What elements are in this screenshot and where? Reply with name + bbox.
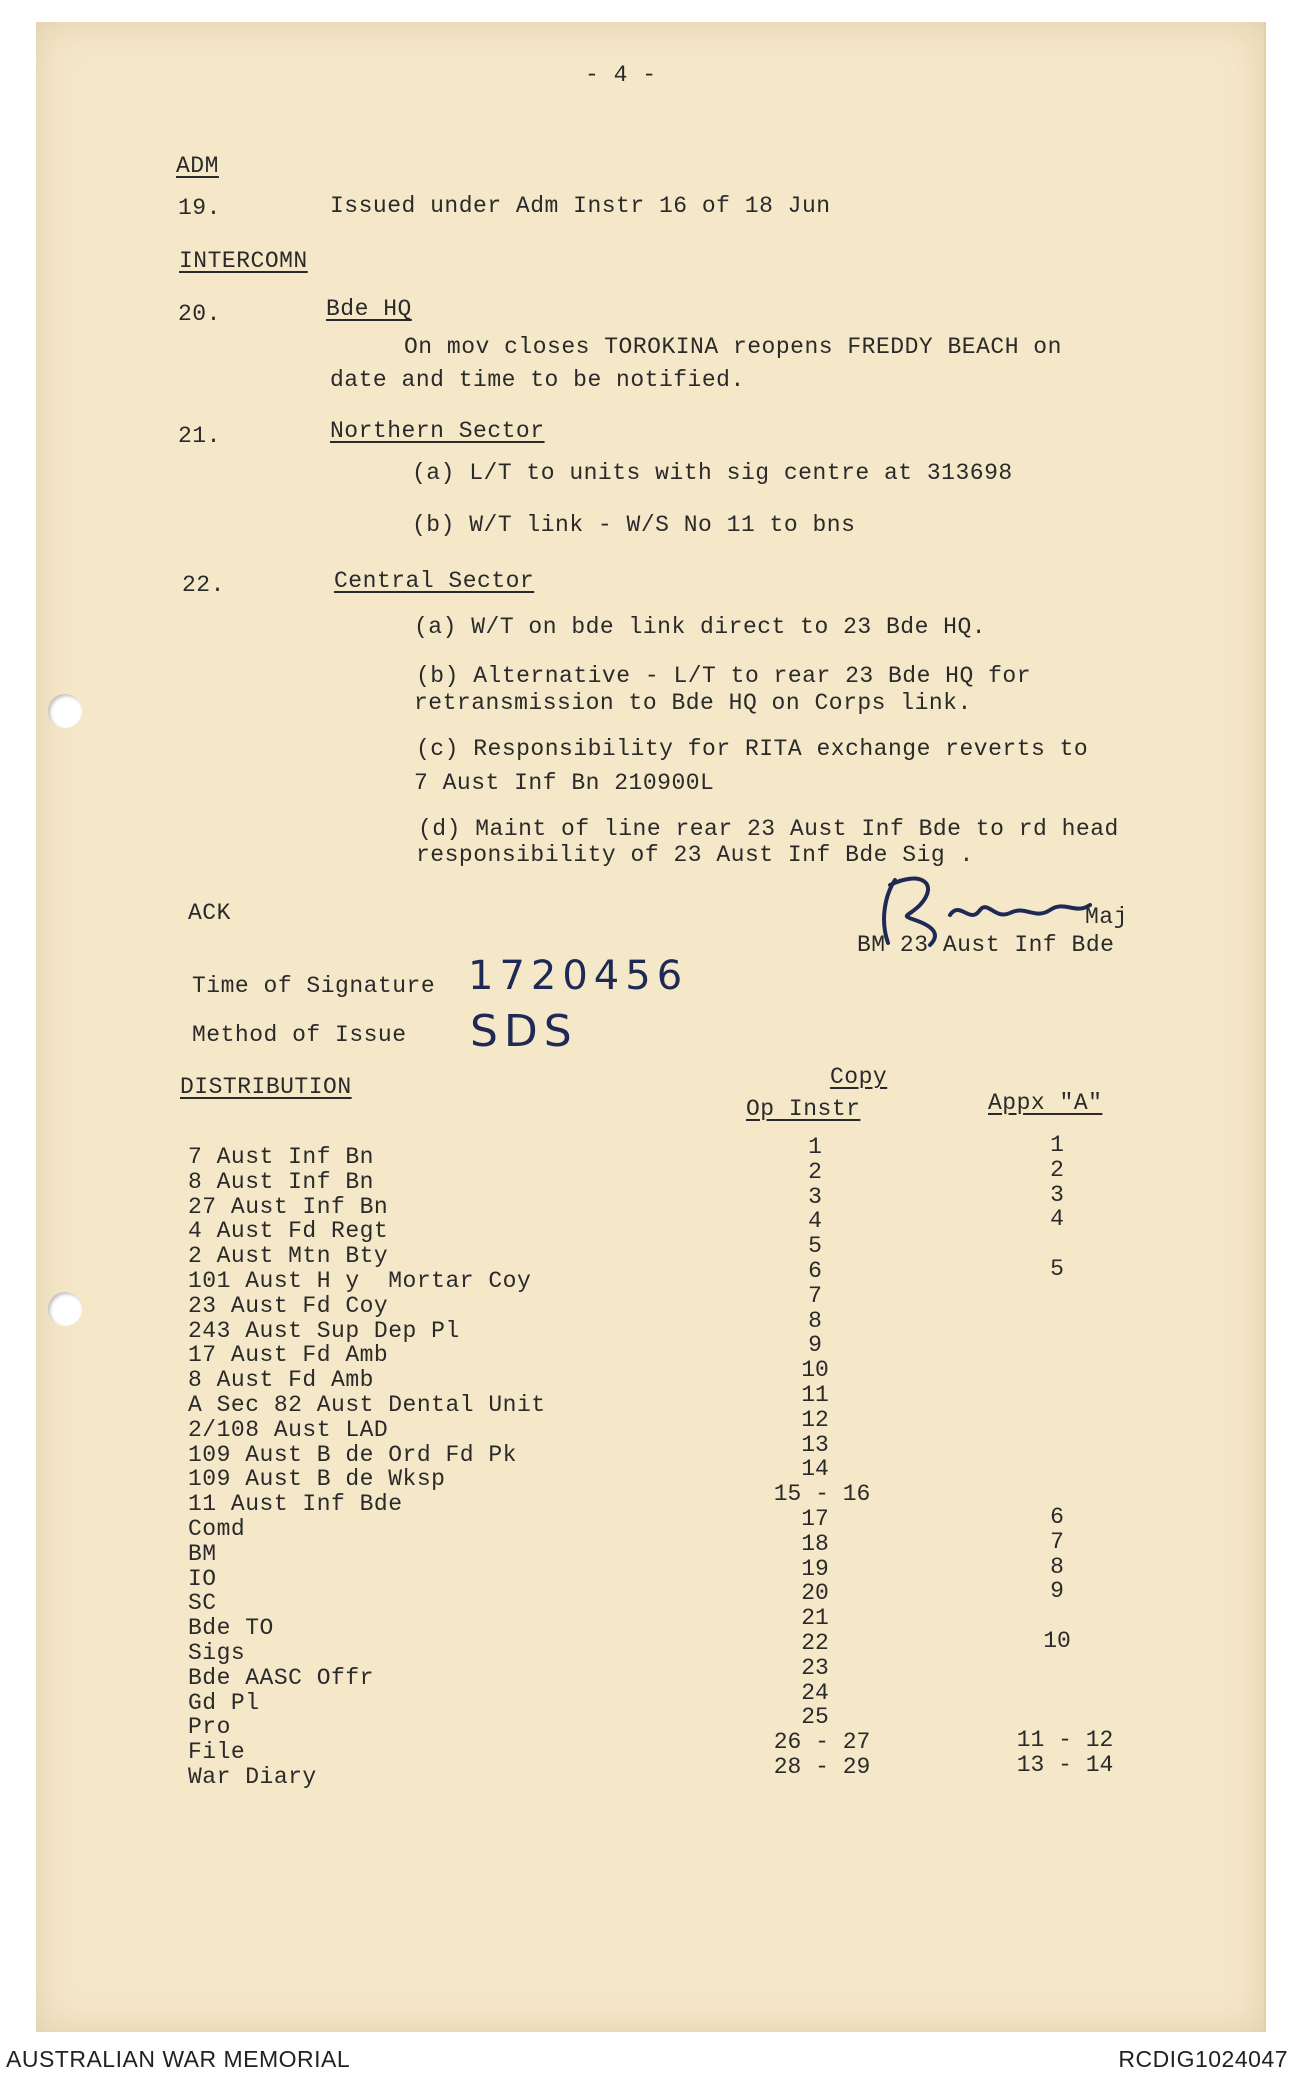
para-19-text: Issued under Adm Instr 16 of 18 Jun [330, 193, 831, 219]
para-20-heading: Bde HQ [326, 296, 412, 322]
para-21-b: (b) W/T link - W/S No 11 to bns [412, 512, 856, 538]
appx-a-copy-number: 8 [1050, 1554, 1064, 1580]
footer-record-id: RCDIG1024047 [1118, 2046, 1288, 2072]
op-instr-copy-number: 5 [808, 1233, 822, 1259]
op-instr-copy-number: 12 [801, 1407, 829, 1433]
distribution-unit: 109 Aust B de Ord Fd Pk [188, 1442, 517, 1468]
appx-a-copy-number: 7 [1050, 1529, 1064, 1555]
op-instr-copy-number: 1 [808, 1134, 822, 1160]
ack-label: ACK [188, 900, 231, 926]
distribution-unit: 7 Aust Inf Bn [188, 1144, 374, 1170]
para-22-number: 22. [182, 572, 225, 598]
distribution-unit: 27 Aust Inf Bn [188, 1194, 389, 1220]
adm-heading: ADM [176, 153, 219, 179]
para-22-d-line-2: responsibility of 23 Aust Inf Bde Sig . [416, 842, 974, 868]
method-of-issue-value: SDS [470, 1006, 578, 1057]
punch-hole-upper [48, 694, 82, 728]
op-instr-copy-number: 2 [808, 1159, 822, 1185]
op-instr-copy-number: 6 [808, 1258, 822, 1284]
signatory-appointment: BM 23 Aust Inf Bde [857, 932, 1115, 958]
appx-a-copy-number: 6 [1050, 1504, 1064, 1530]
para-20-number: 20. [178, 301, 221, 327]
appx-a-copy-number: 10 [1043, 1628, 1071, 1654]
para-21-heading: Northern Sector [330, 418, 545, 444]
time-of-signature-value: 1720456 [468, 953, 689, 999]
para-22-d-line-1: (d) Maint of line rear 23 Aust Inf Bde to rd head [418, 816, 1119, 842]
op-instr-copy-number: 3 [808, 1184, 822, 1210]
distribution-unit: 101 Aust H y Mortar Coy [188, 1268, 532, 1294]
distribution-unit: 8 Aust Fd Amb [188, 1367, 374, 1393]
distribution-unit: War Diary [188, 1764, 317, 1790]
distribution-unit: 4 Aust Fd Regt [188, 1218, 389, 1244]
time-of-signature-label: Time of Signature [192, 973, 436, 999]
distribution-unit: SC [188, 1590, 217, 1616]
op-instr-copy-number: 9 [808, 1332, 822, 1358]
para-20-line-2: date and time to be notified. [330, 367, 745, 393]
distribution-unit: 2 Aust Mtn Bty [188, 1243, 389, 1269]
distribution-unit: Bde AASC Offr [188, 1665, 374, 1691]
appx-a-copy-number: 5 [1050, 1256, 1064, 1282]
distribution-unit: 8 Aust Inf Bn [188, 1169, 374, 1195]
appx-a-copy-number: 13 - 14 [1016, 1752, 1114, 1778]
distribution-unit: Pro [188, 1714, 231, 1740]
distribution-unit: 23 Aust Fd Coy [188, 1293, 389, 1319]
appx-a-header: Appx "A" [988, 1090, 1103, 1116]
op-instr-copy-number: 20 [801, 1580, 829, 1606]
para-22-b-line-2: retransmission to Bde HQ on Corps link. [414, 690, 972, 716]
op-instr-copy-number: 18 [801, 1531, 829, 1557]
appx-a-copy-number: 11 - 12 [1016, 1727, 1114, 1753]
distribution-unit: File [188, 1739, 246, 1765]
op-instr-copy-number: 19 [801, 1556, 829, 1582]
para-19-number: 19. [178, 195, 221, 221]
distribution-unit: BM [188, 1541, 217, 1567]
op-instr-copy-number: 24 [801, 1680, 829, 1706]
para-22-a: (a) W/T on bde link direct to 23 Bde HQ. [414, 614, 987, 640]
copy-label: Copy [830, 1064, 888, 1090]
para-21-number: 21. [178, 423, 221, 449]
distribution-unit: 17 Aust Fd Amb [188, 1342, 389, 1368]
op-instr-header: Op Instr [746, 1096, 861, 1122]
op-instr-copy-number: 28 - 29 [773, 1754, 871, 1780]
op-instr-copy-number: 4 [808, 1208, 822, 1234]
appx-a-copy-number: 1 [1050, 1132, 1064, 1158]
signatory-rank: Maj [1085, 904, 1128, 930]
op-instr-copy-number: 10 [801, 1357, 829, 1383]
appx-a-copy-number: 2 [1050, 1157, 1064, 1183]
para-22-b-line-1: (b) Alternative - L/T to rear 23 Bde HQ for [416, 663, 1031, 689]
op-instr-copy-number: 21 [801, 1605, 829, 1631]
op-instr-copy-number: 23 [801, 1655, 829, 1681]
distribution-unit: IO [188, 1566, 217, 1592]
op-instr-copy-number: 22 [801, 1630, 829, 1656]
op-instr-copy-number: 13 [801, 1432, 829, 1458]
op-instr-copy-number: 7 [808, 1283, 822, 1309]
distribution-unit: Bde TO [188, 1615, 274, 1641]
appx-a-copy-number: 9 [1050, 1578, 1064, 1604]
distribution-unit: 243 Aust Sup Dep Pl [188, 1318, 460, 1344]
para-22-c-line-2: 7 Aust Inf Bn 210900L [414, 770, 715, 796]
op-instr-copy-number: 15 - 16 [773, 1481, 871, 1507]
appx-a-copy-number: 4 [1050, 1206, 1064, 1232]
op-instr-copy-number: 14 [801, 1456, 829, 1482]
punch-hole-lower [48, 1292, 82, 1326]
distribution-unit: A Sec 82 Aust Dental Unit [188, 1392, 546, 1418]
op-instr-copy-number: 8 [808, 1308, 822, 1334]
op-instr-copy-number: 25 [801, 1704, 829, 1730]
para-21-a: (a) L/T to units with sig centre at 313698 [412, 460, 1013, 486]
op-instr-copy-number: 17 [801, 1506, 829, 1532]
distribution-unit: Comd [188, 1516, 246, 1542]
distribution-heading: DISTRIBUTION [180, 1074, 352, 1100]
para-20-line-1: On mov closes TOROKINA reopens FREDDY BEACH on [404, 334, 1062, 360]
distribution-unit: 2/108 Aust LAD [188, 1417, 389, 1443]
intercomn-heading: INTERCOMN [179, 248, 308, 274]
para-22-heading: Central Sector [334, 568, 535, 594]
distribution-unit: 11 Aust Inf Bde [188, 1491, 403, 1517]
distribution-unit: 109 Aust B de Wksp [188, 1466, 446, 1492]
distribution-unit: Gd Pl [188, 1690, 260, 1716]
op-instr-copy-number: 11 [801, 1382, 829, 1408]
distribution-unit: Sigs [188, 1640, 246, 1666]
op-instr-copy-number: 26 - 27 [773, 1729, 871, 1755]
para-22-c-line-1: (c) Responsibility for RITA exchange reverts to [416, 736, 1089, 762]
page-number: - 4 - [585, 62, 657, 88]
footer-archive-name: AUSTRALIAN WAR MEMORIAL [6, 2046, 351, 2072]
appx-a-copy-number: 3 [1050, 1182, 1064, 1208]
method-of-issue-label: Method of Issue [192, 1022, 407, 1048]
